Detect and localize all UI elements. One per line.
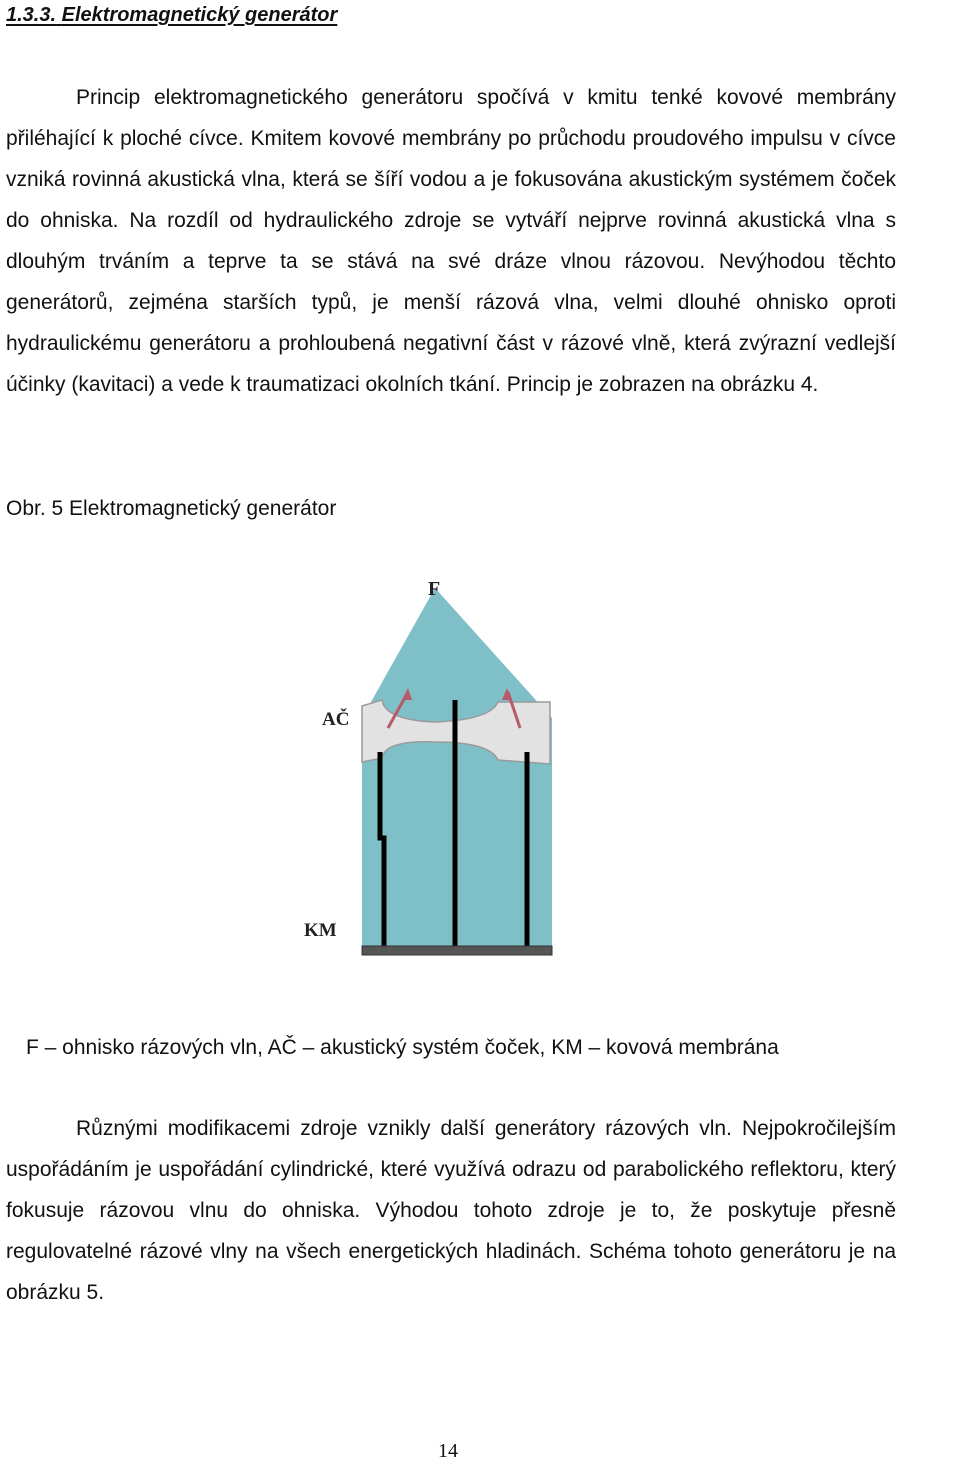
section-title: Elektromagnetický generátor [61, 4, 338, 26]
generator-svg [290, 570, 580, 970]
figure-caption: Obr. 5 Elektromagnetický generátor [6, 497, 337, 520]
label-membrane: KM [304, 920, 337, 941]
section-heading [6, 4, 337, 27]
figure-legend: F – ohnisko rázových vln, AČ – akustický systém čoček, KM – kovová membrána [26, 1036, 779, 1059]
label-lens: AČ [322, 709, 350, 730]
generator-diagram [290, 570, 580, 970]
metal-membrane [362, 946, 552, 955]
section-number: 1.3.3. [6, 4, 57, 26]
page-number: 14 [438, 1440, 458, 1462]
label-focus: F [428, 578, 441, 600]
paragraph-2: Různými modifikacemi zdroje vznikly další generátory rázových vln. Nejpokročilejším uspořádáním je uspořádání cylindrické, které využívá odrazu od parabolického reflektoru, který fokusuje rázovou vlnu do ohniska. Výhodou tohoto zdroje je to, že poskytuje přesně regulovatelné rázové vlny na všech energetických hladinách. Schéma tohoto generátoru je na obrázku 5. [6, 1117, 896, 1304]
paragraph-1: Princip elektromagnetického generátoru spočívá v kmitu tenké kovové membrány přiléhající k ploché cívce. Kmitem kovové membrány po průchodu proudového impulsu v cívce vzniká rovinná akustická vlna, která se šíří vodou a je fokusována akustickým systémem čoček do ohniska. Na rozdíl od hydraulického zdroje se vytváří nejprve rovinná akustická vlna s dlouhým trváním a teprve ta se stává na své dráze vlnou rázovou. Nevýhodou těchto generátorů, zejména starších typů, je menší rázová vlna, velmi dlouhé ohnisko oproti hydraulickému generátoru a prohloubená negativní část v rázové vlně, která zvýrazní vedlejší účinky (kavitaci) a vede k traumatizaci okolních tkání. Princip je zobrazen na obrázku 4. [6, 86, 896, 396]
